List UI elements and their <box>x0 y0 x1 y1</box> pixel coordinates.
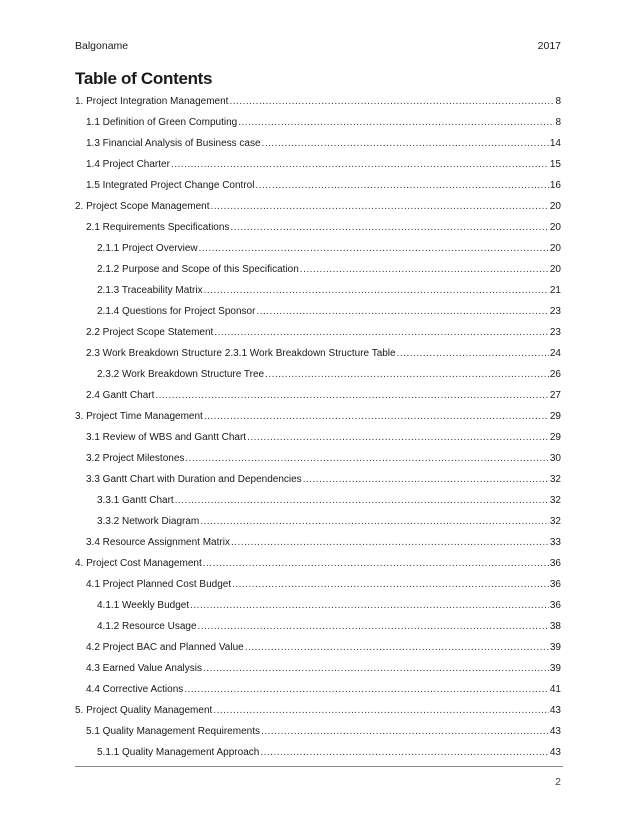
toc-entry-page: 38 <box>549 621 561 632</box>
toc-entry-label: 1.4 Project Charter <box>86 159 170 170</box>
toc-entry-page: 20 <box>549 201 561 212</box>
toc-leader-dots <box>300 259 549 280</box>
toc-leader-dots <box>238 112 554 133</box>
toc-entry[interactable] <box>75 112 561 133</box>
toc-entry-label: 1.5 Integrated Project Change Control <box>86 180 255 191</box>
toc-entry-page: 32 <box>549 516 561 527</box>
toc-entry-label: 1.1 Definition of Green Computing <box>86 117 238 128</box>
toc-leader-dots <box>397 343 549 364</box>
toc-entry-page: 36 <box>549 558 561 569</box>
toc-leader-dots <box>199 238 549 259</box>
toc-leader-dots <box>184 679 549 700</box>
toc-leader-dots <box>185 448 548 469</box>
toc-entry[interactable] <box>75 448 561 469</box>
toc-entry-label: 4.1.1 Weekly Budget <box>97 600 190 611</box>
toc-entry-label: 3.3.1 Gantt Chart <box>97 495 174 506</box>
toc-entry-page: 32 <box>549 474 561 485</box>
toc-entry-label: 2.1.1 Project Overview <box>97 243 198 254</box>
toc-entry[interactable] <box>75 721 561 742</box>
toc-entry-label: 5.1 Quality Management Requirements <box>86 726 260 737</box>
header-year: 2017 <box>537 40 561 52</box>
toc-entry[interactable] <box>75 700 561 721</box>
toc-entry-page: 15 <box>549 159 561 170</box>
toc-entry-label: 2.4 Gantt Chart <box>86 390 155 401</box>
toc-entry-label: 4.3 Earned Value Analysis <box>86 663 203 674</box>
toc-entry[interactable] <box>75 364 561 385</box>
toc-entry-label: 3.4 Resource Assignment Matrix <box>86 537 230 548</box>
toc-entry-label: 2.1.2 Purpose and Scope of this Specification <box>97 264 299 275</box>
toc-leader-dots <box>256 301 548 322</box>
toc-entry-page: 27 <box>549 390 561 401</box>
toc-leader-dots <box>261 721 549 742</box>
toc-entry-label: 4.4 Corrective Actions <box>86 684 184 695</box>
toc-leader-dots <box>175 490 549 511</box>
toc-leader-dots <box>171 154 549 175</box>
toc-entry-label: 2. Project Scope Management <box>75 201 210 212</box>
page-header <box>75 40 561 54</box>
toc-entry-page: 39 <box>549 642 561 653</box>
toc-entry-page: 43 <box>549 705 561 716</box>
toc-entry-page: 24 <box>549 348 561 359</box>
toc-entry[interactable] <box>75 280 561 301</box>
toc-entry-page: 36 <box>549 579 561 590</box>
footer-divider <box>75 766 563 767</box>
toc-entry-page: 21 <box>549 285 561 296</box>
toc-leader-dots <box>203 553 549 574</box>
toc-entry-page: 29 <box>549 411 561 422</box>
toc-leader-dots <box>211 196 549 217</box>
toc-entry-label: 5.1.1 Quality Management Approach <box>97 747 260 758</box>
toc-leader-dots <box>247 427 549 448</box>
toc-entry-page: 41 <box>549 684 561 695</box>
toc-entry-label: 2.3 Work Breakdown Structure 2.3.1 Work Breakdown Structure Table <box>86 348 396 359</box>
toc-entry-page: 20 <box>549 264 561 275</box>
toc-leader-dots <box>265 364 549 385</box>
toc-entry-label: 4.2 Project BAC and Planned Value <box>86 642 244 653</box>
toc-entry-label: 5. Project Quality Management <box>75 705 213 716</box>
toc-entry-label: 2.1.4 Questions for Project Sponsor <box>97 306 256 317</box>
toc-entry[interactable] <box>75 553 561 574</box>
toc-entry[interactable] <box>75 322 561 343</box>
toc-entry[interactable] <box>75 574 561 595</box>
toc-heading: Table of Contents <box>75 69 213 88</box>
toc-leader-dots <box>213 700 549 721</box>
toc-leader-dots <box>232 574 549 595</box>
toc-entry-page: 20 <box>549 222 561 233</box>
toc-entry-label: 3.1 Review of WBS and Gantt Chart <box>86 432 247 443</box>
toc-entry-page: 8 <box>555 96 561 107</box>
toc-entry[interactable] <box>75 259 561 280</box>
toc-entry[interactable] <box>75 658 561 679</box>
toc-entry[interactable] <box>75 679 561 700</box>
toc-leader-dots <box>204 280 549 301</box>
toc-entry[interactable] <box>75 217 561 238</box>
toc-entry-label: 3.2 Project Milestones <box>86 453 185 464</box>
toc-leader-dots <box>200 511 549 532</box>
toc-entry[interactable] <box>75 175 561 196</box>
toc-entry[interactable] <box>75 511 561 532</box>
toc-entry-label: 2.1 Requirements Specifications <box>86 222 230 233</box>
toc-entry-page: 30 <box>549 453 561 464</box>
toc-entry-page: 14 <box>549 138 561 149</box>
toc-entry[interactable] <box>75 427 561 448</box>
toc-entry-label: 4.1.2 Resource Usage <box>97 621 197 632</box>
toc-entry-page: 32 <box>549 495 561 506</box>
toc-entry-page: 43 <box>549 747 561 758</box>
toc-entry-page: 43 <box>549 726 561 737</box>
toc-leader-dots <box>214 322 549 343</box>
toc-entry[interactable] <box>75 532 561 553</box>
toc-leader-dots <box>255 175 548 196</box>
toc-entry-page: 33 <box>549 537 561 548</box>
toc-entry-label: 4. Project Cost Management <box>75 558 202 569</box>
toc-leader-dots <box>198 616 549 637</box>
toc-entry[interactable] <box>75 469 561 490</box>
toc-entry-page: 36 <box>549 600 561 611</box>
footer-page-number: 2 <box>555 776 561 788</box>
toc-entry-label: 1. Project Integration Management <box>75 96 229 107</box>
toc-leader-dots <box>229 91 554 112</box>
toc-entry[interactable] <box>75 238 561 259</box>
toc-entry-page: 20 <box>549 243 561 254</box>
toc-entry-page: 29 <box>549 432 561 443</box>
toc-entry[interactable] <box>75 406 561 427</box>
toc-entry[interactable] <box>75 154 561 175</box>
toc-entry[interactable] <box>75 385 561 406</box>
toc-leader-dots <box>190 595 549 616</box>
toc-entry[interactable] <box>75 301 561 322</box>
toc-entry[interactable] <box>75 91 561 112</box>
header-title: Balgoname <box>75 40 129 52</box>
toc-entry-page: 26 <box>549 369 561 380</box>
toc-entry[interactable] <box>75 637 561 658</box>
toc-entry-label: 2.2 Project Scope Statement <box>86 327 214 338</box>
toc-entry-label: 3.3.2 Network Diagram <box>97 516 200 527</box>
toc-entry[interactable] <box>75 595 561 616</box>
toc-entry[interactable] <box>75 196 561 217</box>
toc-entry-label: 2.3.2 Work Breakdown Structure Tree <box>97 369 265 380</box>
toc-leader-dots <box>303 469 549 490</box>
toc-entry-label: 4.1 Project Planned Cost Budget <box>86 579 232 590</box>
toc-leader-dots <box>262 133 549 154</box>
toc-entry-page: 23 <box>549 327 561 338</box>
toc-entry[interactable] <box>75 742 561 763</box>
toc-entry[interactable] <box>75 133 561 154</box>
toc-entry[interactable] <box>75 490 561 511</box>
toc-entry[interactable] <box>75 616 561 637</box>
toc-entry-page: 8 <box>555 117 561 128</box>
toc-leader-dots <box>245 637 549 658</box>
toc-leader-dots <box>204 406 549 427</box>
toc-entry[interactable] <box>75 343 561 364</box>
toc-leader-dots <box>230 217 548 238</box>
toc-leader-dots <box>231 532 549 553</box>
toc-entry-label: 2.1.3 Traceability Matrix <box>97 285 203 296</box>
toc-entry-label: 3. Project Time Management <box>75 411 203 422</box>
toc-entry-label: 3.3 Gantt Chart with Duration and Dependencies <box>86 474 302 485</box>
toc-leader-dots <box>203 658 549 679</box>
toc-entry-page: 39 <box>549 663 561 674</box>
table-of-contents <box>75 91 561 763</box>
toc-leader-dots <box>155 385 549 406</box>
toc-entry-page: 23 <box>549 306 561 317</box>
toc-leader-dots <box>260 742 549 763</box>
toc-entry-label: 1.3 Financial Analysis of Business case <box>86 138 261 149</box>
toc-entry-page: 16 <box>549 180 561 191</box>
